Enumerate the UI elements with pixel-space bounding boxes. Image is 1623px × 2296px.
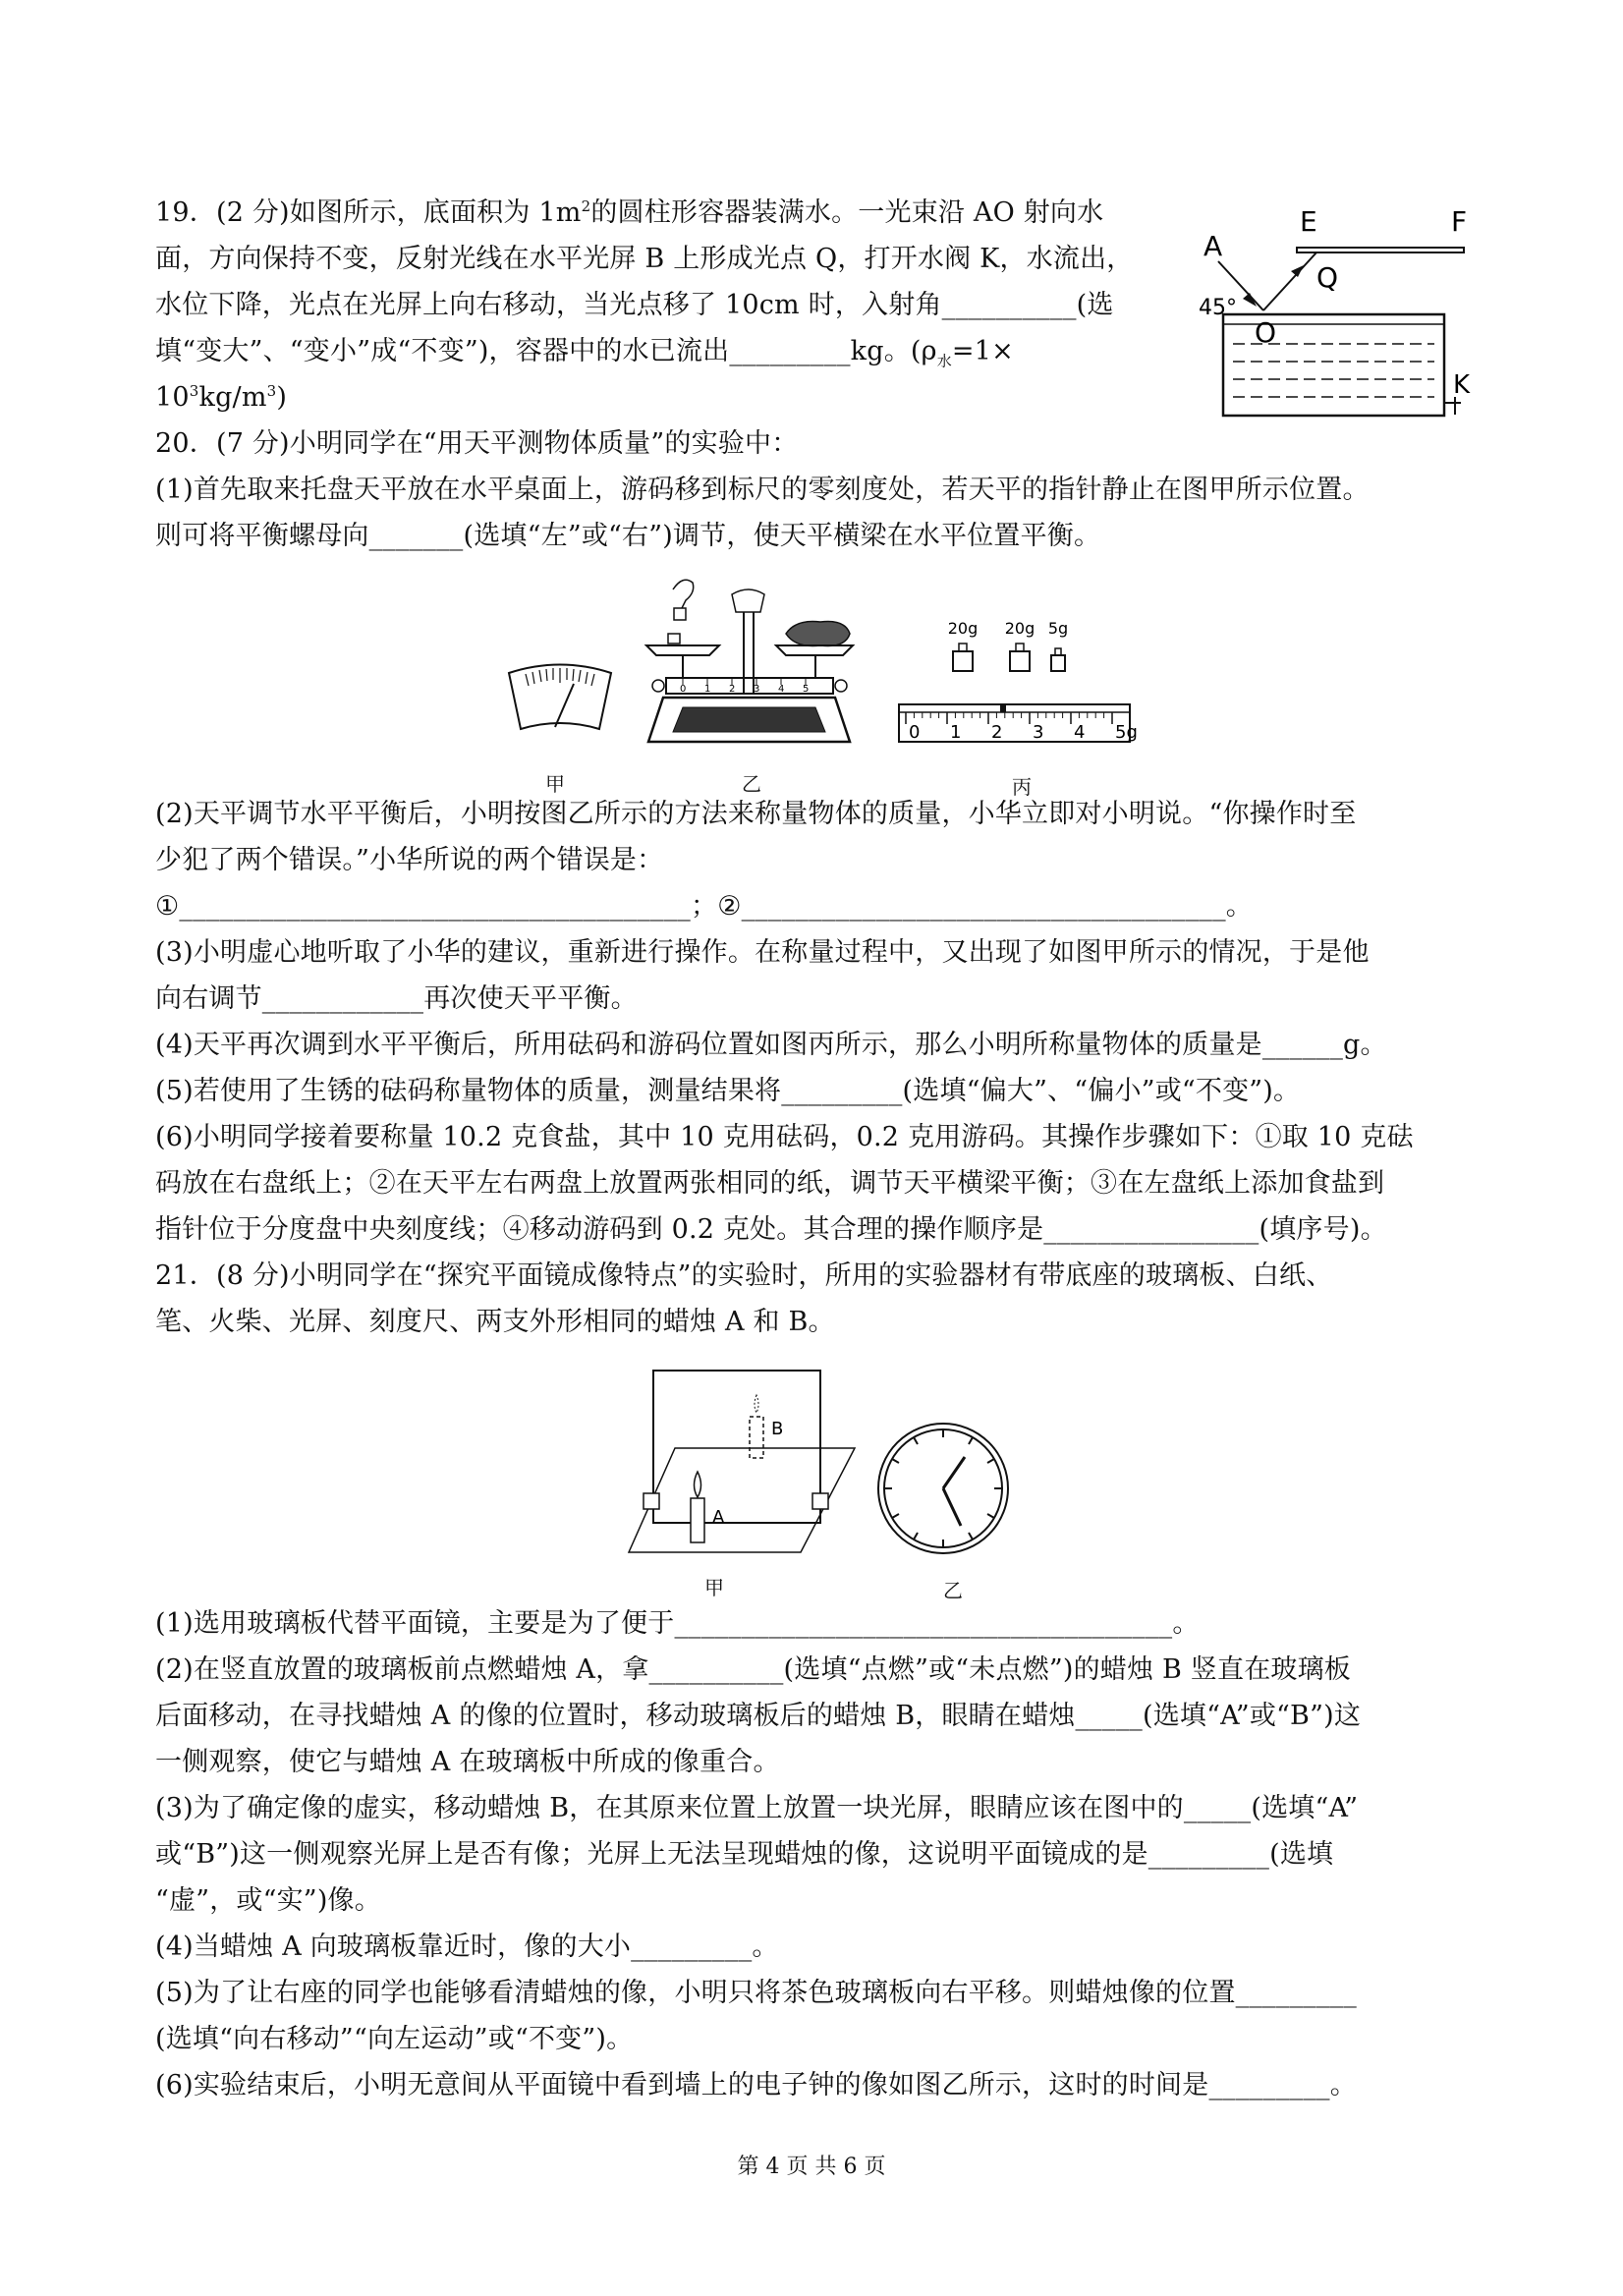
q21-line-3: (1)选用玻璃板代替平面镜，主要是为了便于_____________________________________。 [155,1608,1200,1639]
scale-tick-label: 2 [991,722,1003,743]
beam-tick-label: 0 [680,684,687,695]
beam-tick-label: 3 [754,684,760,695]
q20-line-5: 少犯了两个错误。”小华所说的两个错误是： [155,845,664,875]
q20-line-7: (3)小明虚心地听取了小华的建议，重新进行操作。在称量过程中，又出现了如图甲所示的情况，于是他 [155,937,1370,968]
q21-line-4: (2)在竖直放置的玻璃板前点燃蜡烛 A，拿__________(选填“点燃”或“未点燃”)的蜡烛 B 竖直在玻璃板 [155,1654,1352,1685]
label-Q: Q [1316,261,1339,294]
q19-figure [1194,196,1488,422]
q21-fig-yi-clock [874,1420,1012,1557]
q21-line-8: 或“B”)这一侧观察光屏上是否有像；光屏上无法呈现蜡烛的像，这说明平面镜成的是_________(选填 [155,1839,1334,1870]
q20-fig-yi-balance [639,575,860,766]
weight-label-2: 20g [1004,619,1035,638]
scale-tick-label: 3 [1033,722,1044,743]
q21-line-9: “虚”，或“实”)像。 [155,1885,381,1916]
q21-fig-jia-mirror [624,1366,869,1557]
label-F: F [1451,205,1468,238]
label-angle: 45° [1199,296,1237,320]
clock-hour-tick [914,1437,918,1444]
clock-hour-tick [969,1533,973,1540]
clock-hour-tick [892,1514,899,1518]
q21-line-11: (5)为了让右座的同学也能够看清蜡烛的像，小明只将茶色玻璃板向右平移。则蜡烛像的位置_________ [155,1978,1357,2008]
q21-line-10: (4)当蜡烛 A 向玻璃板靠近时，像的大小_________。 [155,1932,779,1962]
q19-line-2: 面，方向保持不变，反射光线在水平光屏 B 上形成光点 Q，打开水阀 K，水流出， [155,244,1134,274]
q19-line-5: $10^3kg/m^3$) [155,382,288,413]
q19-line-1: 19．(2 分)如图所示，底面积为 $1m^2$的圆柱形容器装满水。一光束沿 AO 射向水 [155,197,1104,228]
q20-line-8: 向右调节____________再次使天平平衡。 [155,983,638,1014]
scale-tick-label: 1 [950,722,962,743]
beam-tick-label: 2 [729,684,736,695]
q20-line-6: ①______________________________________；②____________________________________。 [155,891,1254,922]
q20-line-11: (6)小明同学接着要称量 10.2 克食盐，其中 10 克用砝码，0.2 克用游码。其操作步骤如下：①取 10 克砝 [155,1122,1414,1152]
q21-line-13: (6)实验结束后，小明无意间从平面镜中看到墙上的电子钟的像如图乙所示，这时的时间是_________。 [155,2070,1357,2100]
clock-hour-tick [914,1533,918,1540]
label-candle-A: A [712,1507,725,1528]
q20-fig-bing-scale [894,614,1138,761]
label-candle-B: B [771,1419,784,1439]
q20-caption-bing: 丙 [1012,775,1032,799]
label-K: K [1453,370,1471,400]
q20-line-2: (1)首先取来托盘天平放在水平桌面上，游码移到标尺的零刻度处，若天平的指针静止在图甲所示位置。 [155,475,1370,505]
scale-tick-label: 0 [909,722,921,743]
weight-label-1: 20g [947,619,979,638]
clock-hour-tick [892,1459,899,1463]
label-A: A [1203,230,1223,262]
scale-tick-label: 5g [1115,722,1138,743]
q21-line-6: 一侧观察，使它与蜡烛 A 在玻璃板中所成的像重合。 [155,1747,780,1777]
clock-hour-tick [987,1459,994,1463]
q21-caption-jia: 甲 [704,1576,724,1599]
page-footer: 第 4 页 共 6 页 [737,2155,886,2179]
q20-line-9: (4)天平再次调到水平平衡后，所用砝码和游码位置如图丙所示，那么小明所称量物体的质量是______g。 [155,1030,1387,1060]
q21-line-12: (选填“向右移动”“向左运动”或“不变”)。 [155,2024,634,2054]
label-E: E [1300,205,1317,238]
q20-line-10: (5)若使用了生锈的砝码称量物体的质量，测量结果将_________(选填“偏大”、“偏小”或“不变”)。 [155,1076,1301,1106]
beam-tick-label: 5 [803,684,810,695]
weight-label-3: 5g [1047,619,1069,638]
q19-line-3: 水位下降，光点在光屏上向右移动，当光点移了 10cm 时，入射角__________(选 [155,290,1114,320]
q20-line-3: 则可将平衡螺母向_______(选填“左”或“右”)调节，使天平横梁在水平位置平衡。 [155,521,1101,551]
beam-tick-label: 4 [778,684,785,695]
q20-line-1: 20．(7 分)小明同学在“用天平测物体质量”的实验中： [155,428,799,459]
q21-line-2: 笔、火柴、光屏、刻度尺、两支外形相同的蜡烛 A 和 B。 [155,1307,835,1337]
q21-caption-yi: 乙 [943,1579,963,1602]
clock-hour-tick [969,1437,973,1444]
q21-line-5: 后面移动，在寻找蜡烛 A 的像的位置时，移动玻璃板后的蜡烛 B，眼睛在蜡烛_____(选填“A”或“B”)这 [155,1701,1362,1731]
q21-line-7: (3)为了确定像的虚实，移动蜡烛 B，在其原来位置上放置一块光屏，眼睛应该在图中的_____(选填“A” [155,1793,1359,1823]
beam-tick-label: 1 [704,684,711,695]
q20-caption-yi: 乙 [742,772,761,796]
clock-hour-tick [987,1514,994,1518]
q20-line-12: 码放在右盘纸上；②在天平左右两盘上放置两张相同的纸，调节天平横梁平衡；③在左盘纸上添加食盐到 [155,1168,1385,1199]
q20-fig-jia-dial [501,658,619,737]
q21-line-1: 21．(8 分)小明同学在“探究平面镜成像特点”的实验时，所用的实验器材有带底座的玻璃板、白纸、 [155,1260,1333,1291]
label-O: O [1255,316,1277,349]
q19-line-4: 填“变大”、“变小”成“不变”)，容器中的水已流出_________kg。($\rho_水=1\times$ [155,336,1014,370]
scale-tick-label: 4 [1074,722,1086,743]
q20-line-4: (2)天平调节水平平衡后，小明按图乙所示的方法来称量物体的质量，小华立即对小明说。“你操作时至 [155,799,1357,829]
q20-caption-jia: 甲 [545,772,565,796]
q20-line-13: 指针位于分度盘中央刻度线；④移动游码到 0.2 克处。其合理的操作顺序是________________(填序号)。 [155,1214,1387,1245]
